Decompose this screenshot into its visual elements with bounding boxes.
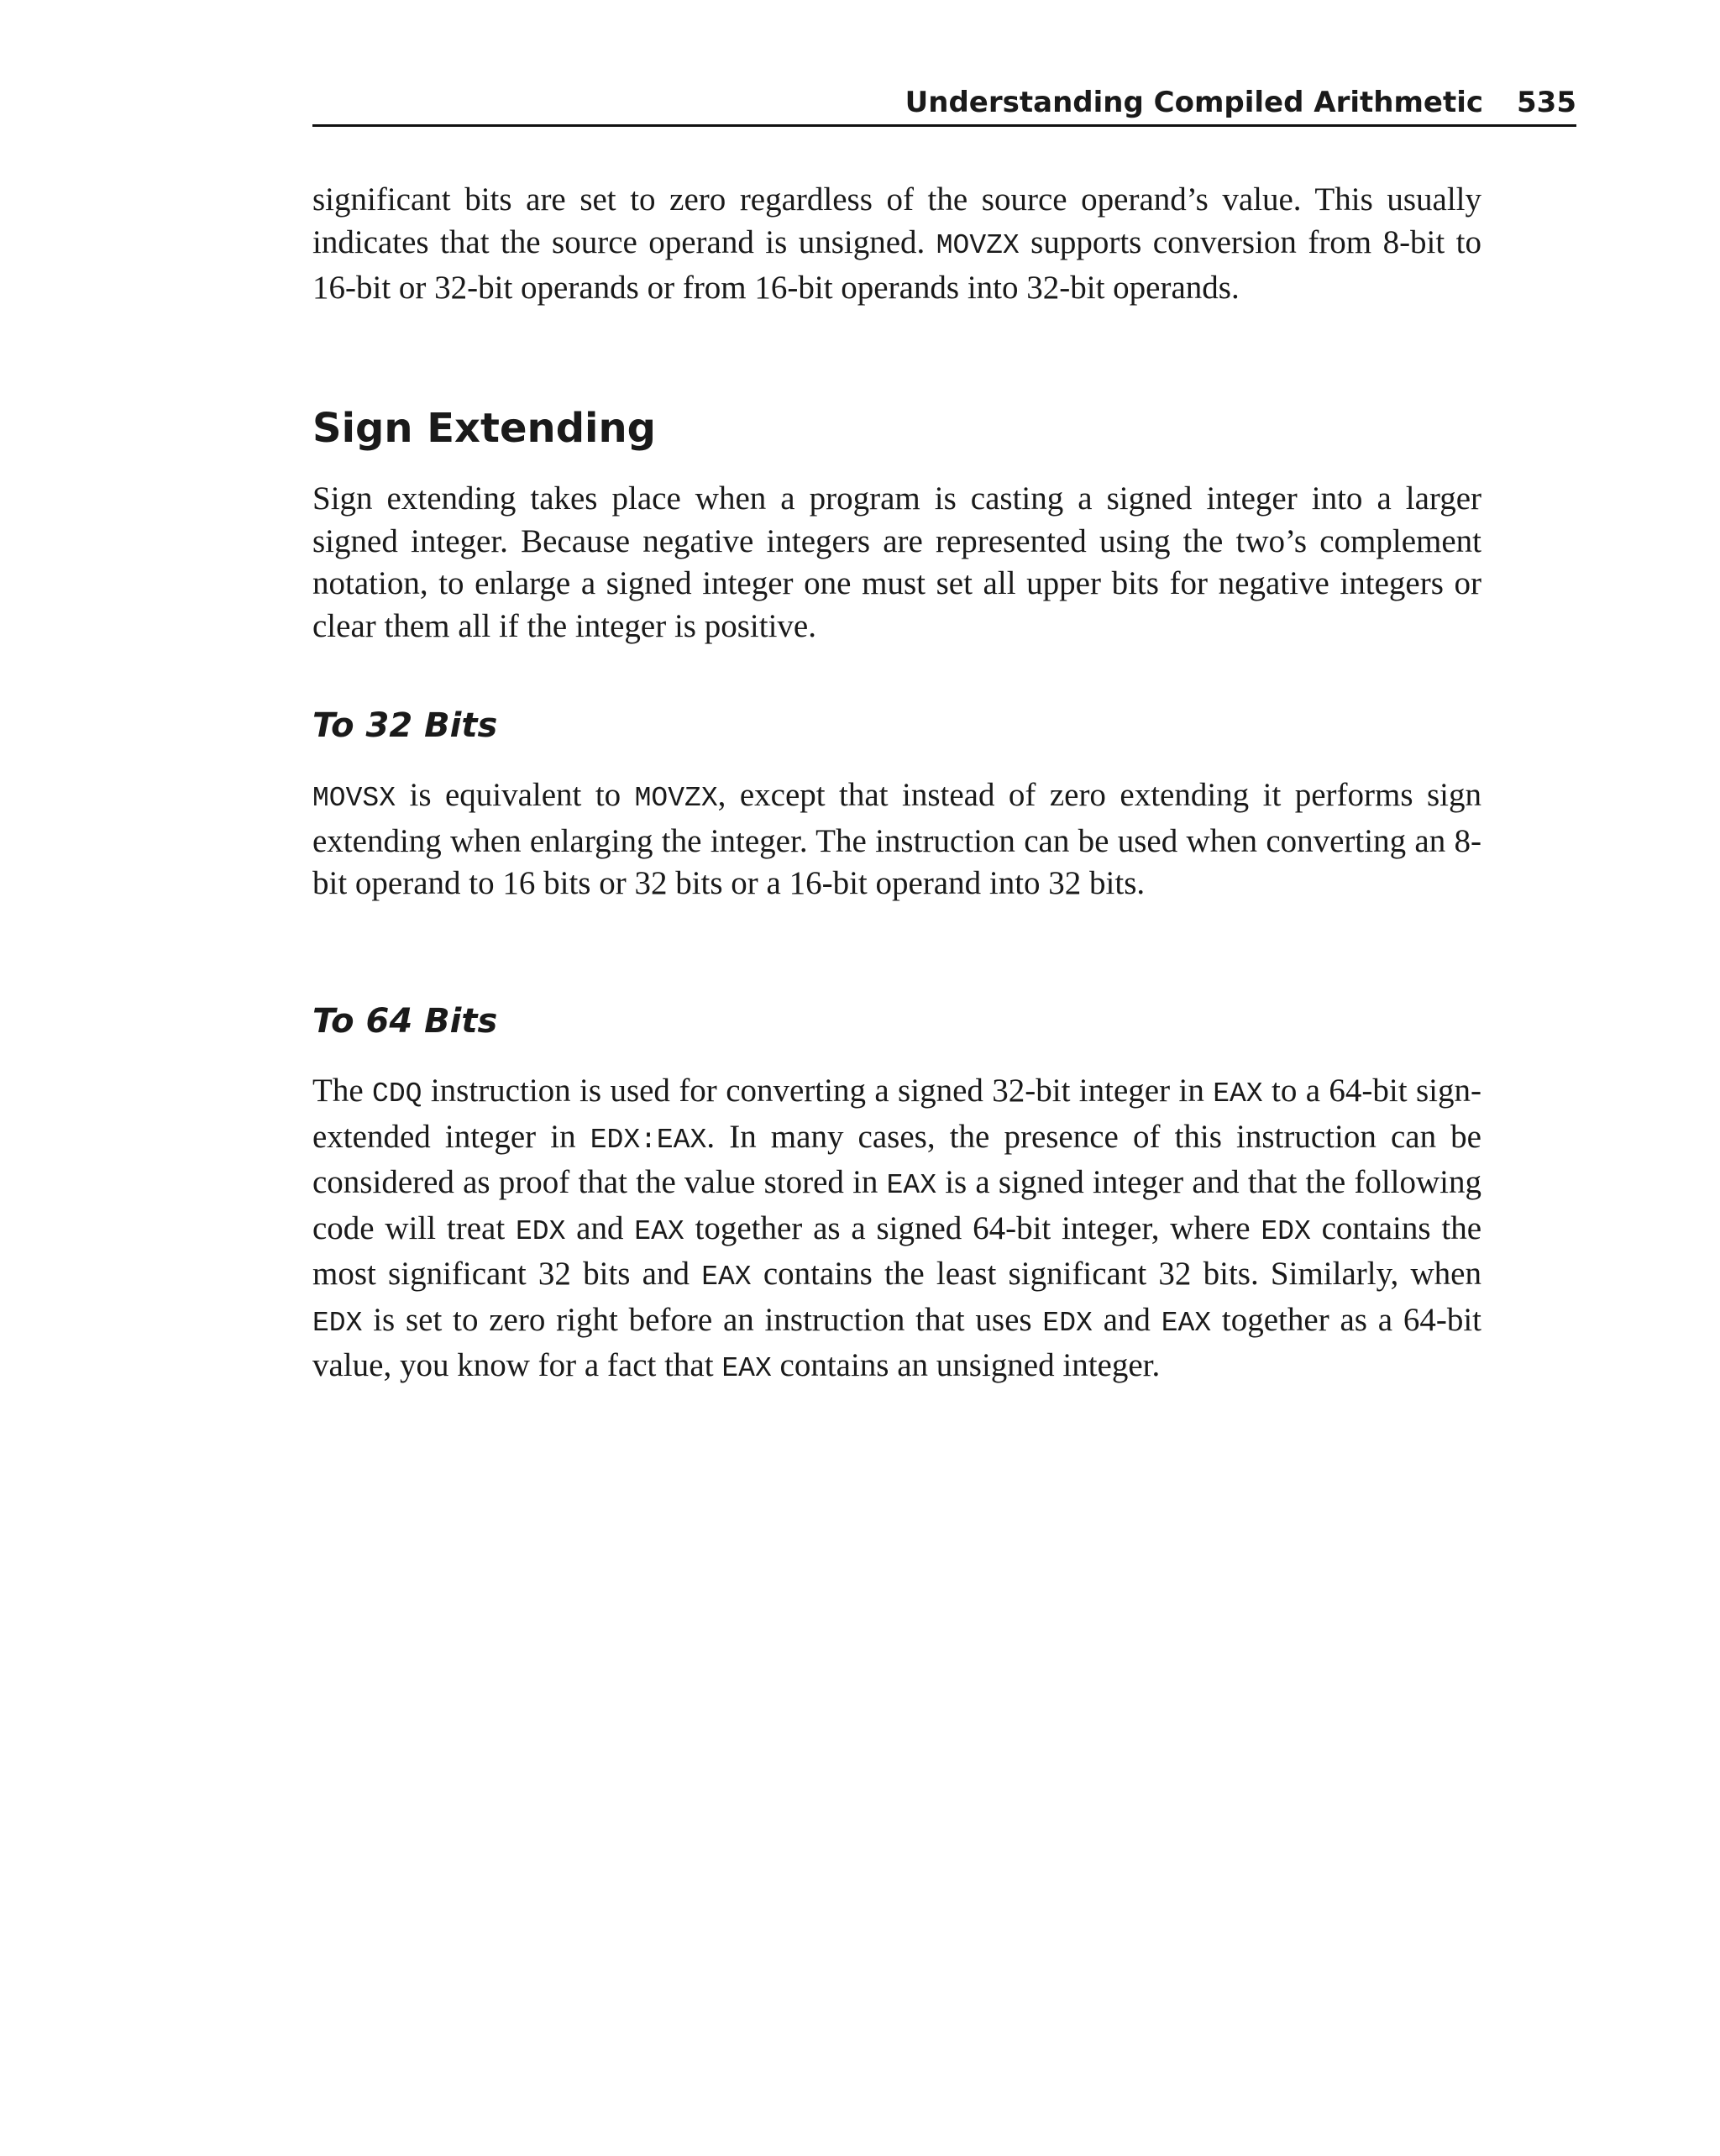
code-movsx: MOVSX: [312, 783, 396, 814]
text-run: , except that instead of zero extending it performs sign extending when enlarging the integer. The instruction can be used when converting an 8-bit operand to 16 bits or 32 bits or a 16-bit operand into 32 bits.: [312, 777, 1481, 901]
subheading-to-64-bits: To 64 Bits: [312, 1002, 498, 1041]
section-heading-sign-extending: Sign Extending: [312, 405, 657, 452]
code-eax: EAX: [1213, 1078, 1263, 1109]
text-run: . In many cases, the presence of this instruction can be considered as proof that the value stored in: [312, 1118, 1481, 1200]
code-movzx: MOVZX: [936, 229, 1020, 261]
code-edx: EDX: [515, 1215, 566, 1247]
code-edx-eax: EDX:EAX: [590, 1124, 707, 1156]
code-edx: EDX: [1042, 1307, 1093, 1339]
subheading-to-32-bits: To 32 Bits: [312, 706, 498, 745]
code-eax: EAX: [886, 1170, 937, 1201]
running-head: [312, 81, 1576, 127]
text-run: is a signed integer and that the following code will treat: [312, 1164, 1481, 1246]
text-run: is set to zero right before an instruction that uses: [362, 1301, 1043, 1338]
text-run: significant bits are set to zero regardless of the source operand’s value. This usually indicates that the source operand is unsigned.: [312, 181, 1481, 260]
to-32-bits-paragraph: [312, 774, 1481, 905]
code-movzx: MOVZX: [634, 783, 718, 814]
code-edx: EDX: [1261, 1215, 1311, 1247]
code-edx: EDX: [312, 1307, 363, 1339]
intro-paragraph: [312, 179, 1481, 310]
running-head-title: Understanding Compiled Arithmetic: [905, 86, 1484, 119]
text-run: contains the least significant 32 bits. Similarly, when: [751, 1256, 1481, 1292]
text-run: together as a 64-bit value, you know for a fact that: [312, 1301, 1482, 1383]
text-run: instruction is used for converting a signed 32-bit integer in: [422, 1073, 1214, 1109]
text-run: supports conversion from 8-bit to 16-bit or 32-bit operands or from 16-bit operands into 32-bit operands.: [312, 223, 1481, 306]
text-run: contains the most significant 32 bits and: [312, 1209, 1482, 1292]
book-page: [312, 0, 1576, 2156]
text-run: The: [312, 1073, 373, 1109]
code-eax: EAX: [1161, 1307, 1212, 1339]
code-eax: EAX: [701, 1262, 752, 1293]
text-run: and: [1092, 1301, 1162, 1338]
code-eax: EAX: [634, 1215, 684, 1247]
text-run: contains an unsigned integer.: [771, 1347, 1161, 1383]
text-run: together as a signed 64-bit integer, where: [684, 1209, 1261, 1246]
to-64-bits-paragraph: [312, 1070, 1481, 1391]
code-eax: EAX: [721, 1353, 772, 1384]
text-run: is equivalent to: [396, 777, 635, 813]
code-cdq: CDQ: [372, 1078, 422, 1109]
page-number: 535: [1517, 86, 1576, 119]
sign-extending-paragraph: Sign extending takes place when a program is casting a signed integer into a larger signed integer. Because negative integers are represented using the two’s complement notation, to enlarge a signed integer one must set all upper bits for negative integers or clear them all if the integer is positive.: [312, 480, 1481, 644]
text-run: to a 64-bit sign-extended integer in: [312, 1073, 1481, 1155]
text-run: and: [565, 1209, 635, 1246]
